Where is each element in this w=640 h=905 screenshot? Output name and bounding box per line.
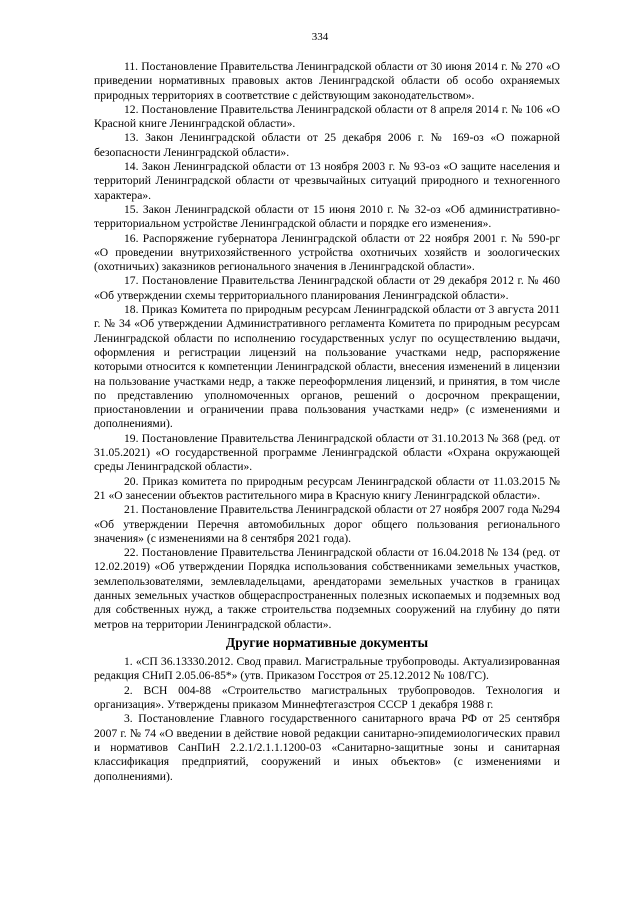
list-item: 1. «СП 36.13330.2012. Свод правил. Магистральные трубопроводы. Актуализированная редакция СНиП 2.05.06-85*» (утв. Приказом Госстроя от 25.12.2012 № 108/ГС). [94, 655, 560, 683]
list-item: 21. Постановление Правительства Ленинградской области от 27 ноября 2007 года №294 «Об утверждении Перечня автомобильных дорог общего пользования регионального значения» (с изменениями на 8 сентября 2021 года). [94, 503, 560, 545]
page-number: 334 [311, 31, 329, 43]
list-item: 20. Приказ комитета по природным ресурсам Ленинградской области от 11.03.2015 № 21 «О занесении объектов растительного мира в Красную книгу Ленинградской области». [94, 474, 560, 502]
list-item: 15. Закон Ленинградской области от 15 июня 2010 г. № 32-оз «Об административно-территориальном устройстве Ленинградской области и порядке его изменения». [94, 202, 560, 231]
list-item: 17. Постановление Правительства Ленинградской области от 29 декабря 2012 г. № 460 «Об утверждении схемы территориального планирования Ленинградской области». [94, 274, 560, 302]
list-item: 12. Постановление Правительства Ленинградской области от 8 апреля 2014 г. № 106 «О Красной книге Ленинградской области». [94, 102, 560, 131]
list-item: 16. Распоряжение губернатора Ленинградской области от 22 ноября 2001 г. № 590-рг «О проведении внутрихозяйственного устройства охотничьих хозяйств и зоологических (охотничьих) заказников регионального значения в Ленинградской области». [94, 231, 560, 274]
page-content [94, 60, 560, 784]
list-item: 14. Закон Ленинградской области от 13 ноября 2003 г. № 93-оз «О защите населения и территорий Ленинградской области от чрезвычайных ситуаций природного и техногенного характера». [94, 160, 560, 202]
list-item: 11. Постановление Правительства Ленинградской области от 30 июня 2014 г. № 270 «О приведении нормативных правовых актов Ленинградской области об особо охраняемых природных территориях в соответствие с действующим законодательством». [94, 60, 560, 102]
list-item: 3. Постановление Главного государственного санитарного врача РФ от 25 сентября 2007 г. № 74 «О введении в действие новой редакции санитарно-эпидемиологических правил и нормативов СанПиН 2.2.1/2.1.1.1200-03 «Санитарно-защитные зоны и санитарная классификация предприятий, сооружений и иных объектов» (с изменениями и дополнениями). [94, 712, 560, 783]
list-item: 19. Постановление Правительства Ленинградской области от 31.10.2013 № 368 (ред. от 31.05.2021) «О государственной программе Ленинградской области «Охрана окружающей среды Ленинградской области». [94, 431, 560, 474]
list-item: 18. Приказ Комитета по природным ресурсам Ленинградской области от 3 августа 2011 г. № 34 «Об утверждении Административного регламента Комитета по природным ресурсам Ленинградской области по исполнению государственных услуг по осуществлению выдачи, оформления и регистрации лицензий на пользование участками недр, распоряжение которыми относится к компетенции Ленинградской области, внесения изменений в лицензии на пользование участками недр, а также переоформления лицензий, и принятия, в том числе по представлению уполномоченных органов, решений о досрочном прекращении, приостановлении и ограничении права пользования участками недр» (с изменениями и дополнениями). [94, 303, 560, 431]
section-heading: Другие нормативные документы [225, 634, 429, 650]
list-item: 2. ВСН 004-88 «Строительство магистральных трубопроводов. Технология и организация». Утверждены приказом Миннефтегазстроя СССР 1 декабря 1988 г. [94, 683, 560, 712]
list-item: 13. Закон Ленинградской области от 25 декабря 2006 г. № 169-оз «О пожарной безопасности Ленинградской области». [94, 131, 560, 159]
list-item: 22. Постановление Правительства Ленинградской области от 16.04.2018 № 134 (ред. от 12.02.2019) «Об утверждении Порядка использования собственниками земельных участков, землепользователями, землевладельцами, арендаторами земельных участков в границах данных земельных участков общераспространенных полезных ископаемых и подземных вод для собственных нужд, а также строительства подземных сооружений на глубину до пяти метров на территории Ленинградской области». [94, 546, 560, 631]
